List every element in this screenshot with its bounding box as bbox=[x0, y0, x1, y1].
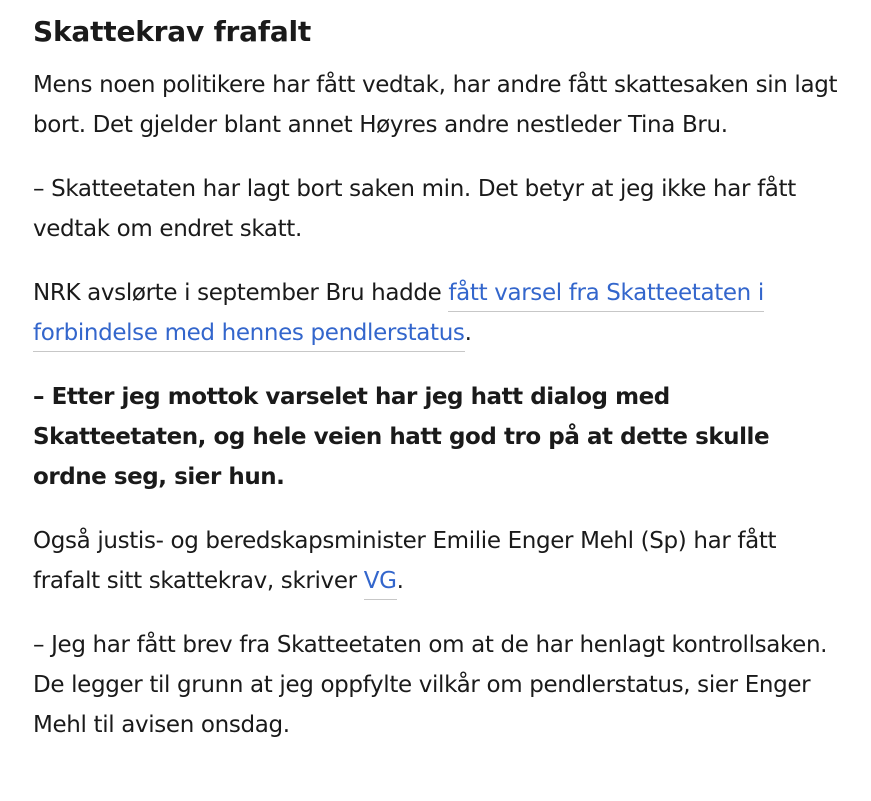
paragraph-mehl bbox=[33, 521, 848, 601]
link-vg[interactable]: VG bbox=[364, 568, 397, 600]
section-heading: Skattekrav frafalt bbox=[33, 15, 312, 48]
paragraph-quote-bold: – Etter jeg mottok varselet har jeg hatt dialog med Skatteetaten, og hele veien hatt god tro på at dette skulle ordne seg, sier hun. bbox=[33, 384, 770, 490]
link-nrk-varsel[interactable]: fått varsel fra Skatteetaten i forbindelse med hennes pendlerstatus bbox=[33, 280, 764, 352]
paragraph-mehl-text: Også justis- og beredskapsminister Emilie Enger Mehl (Sp) har fått frafalt sitt skattekrav, skriver bbox=[33, 528, 777, 594]
article-body bbox=[33, 12, 848, 745]
paragraph-quote-mehl: – Jeg har fått brev fra Skatteetaten om at de har henlagt kontrollsaken. De legger til grunn at jeg oppfylte vilkår om pendlerstatus, sier Enger Mehl til avisen onsdag. bbox=[33, 632, 828, 738]
paragraph-nrk-text: NRK avslørte i september Bru hadde bbox=[33, 280, 449, 306]
paragraph-intro: Mens noen politikere har fått vedtak, har andre fått skattesaken sin lagt bort. Det gjelder blant annet Høyres andre nestleder Tina Bru. bbox=[33, 72, 838, 138]
paragraph-quote-bru: – Skatteetaten har lagt bort saken min. Det betyr at jeg ikke har fått vedtak om endret skatt. bbox=[33, 176, 796, 242]
paragraph-nrk bbox=[33, 273, 848, 353]
paragraph-mehl-end: . bbox=[396, 568, 404, 594]
paragraph-nrk-end: . bbox=[464, 320, 472, 346]
